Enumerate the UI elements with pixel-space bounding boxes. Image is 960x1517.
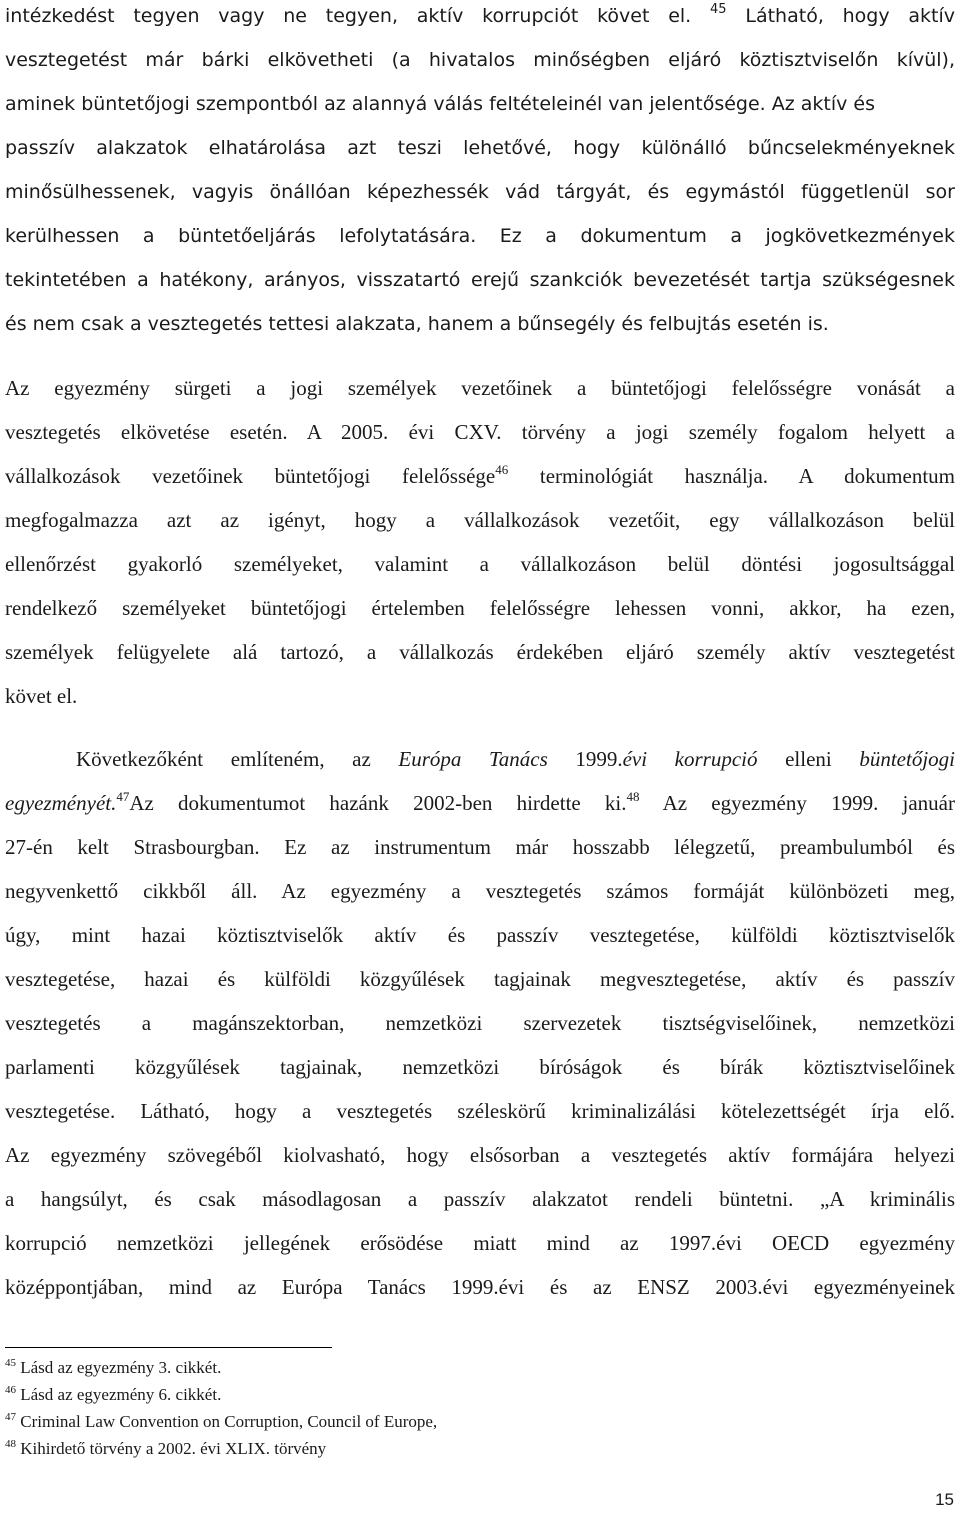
footnote-48: $^{48}$ Kihirdető törvény a 2002. évi XLIX. törvény: [5, 1438, 327, 1458]
text-line-9: Az egyezmény sürgeti a jogi személyek vezetőinek a büntetőjogi felelősségre vonását a: [5, 376, 955, 400]
footnote-ref-48[interactable]: 48: [626, 789, 640, 804]
text-line-18: egyezményét.$^{47}$Az dokumentumot hazánk 2002-ben hirdette ki.$^{48}$ Az egyezmény 1999. január: [5, 789, 955, 815]
footnote-47: $^{47}$ Criminal Law Convention on Corruption, Council of Europe,: [5, 1411, 438, 1431]
text-line-15: személyek felügyelete alá tartozó, a vállalkozás érdekében eljáró személy aktív vesztegetést: [5, 640, 955, 664]
footnote-ref-45[interactable]: 45: [710, 2, 727, 17]
text-line-17: Következőként említeném, az Európa Tanács 1999.évi korrupció elleni büntetőjogi: [76, 747, 956, 771]
text-line-14: rendelkező személyeket büntetőjogi értelemben felelősségre lehessen vonni, akkor, ha ezen,: [5, 596, 955, 620]
text-line-10: vesztegetés elkövetése esetén. A 2005. évi CXV. törvény a jogi személy fogalom helyett a: [5, 420, 955, 444]
text-line-1: intézkedést tegyen vagy ne tegyen, aktív korrupciót követ el. $^{45}$ Látható, hogy aktív: [5, 2, 956, 27]
text-line-12: megfogalmazza azt az igényt, hogy a vállalkozások vezetőit, egy vállalkozáson belül: [5, 508, 955, 532]
footnote-46: $^{46}$ Lásd az egyezmény 6. cikkét.: [5, 1384, 222, 1404]
page-number: 15: [935, 1490, 954, 1509]
text-line-28: korrupció nemzetközi jellegének erősödése miatt mind az 1997.évi OECD egyezmény: [5, 1231, 955, 1255]
text-line-8: és nem csak a vesztegetés tettesi alakzata, hanem a bűnsegély és felbujtás esetén is.: [5, 313, 829, 335]
text-line-2: vesztegetést már bárki elkövetheti (a hivatalos minőségben eljáró köztisztviselőn kívül),: [5, 49, 955, 71]
footnote-ref-46[interactable]: 46: [495, 462, 509, 477]
text-line-25: vesztegetése. Látható, hogy a vesztegetés széleskörű kriminalizálási kötelezettségét írja elő.: [5, 1099, 955, 1123]
text-line-6: kerülhessen a büntetőeljárás lefolytatására. Ez a dokumentum a jogkövetkezmények: [5, 225, 955, 247]
footnote-ref-47[interactable]: 47: [116, 789, 130, 804]
text-line-21: úgy, mint hazai köztisztviselők aktív és passzív vesztegetése, külföldi köztisztviselők: [5, 923, 955, 947]
text-line-4: passzív alakzatok elhatárolása azt teszi lehetővé, hogy különálló bűncselekményeknek: [5, 137, 955, 159]
text-line-23: vesztegetés a magánszektorban, nemzetközi szervezetek tisztségviselőinek, nemzetközi: [5, 1011, 955, 1035]
text-line-7: tekintetében a hatékony, arányos, visszatartó erejű szankciók bevezetését tartja szükségesnek: [5, 269, 955, 291]
footnote-separator: [5, 1347, 332, 1348]
text-line-13: ellenőrzést gyakorló személyeket, valamint a vállalkozáson belül döntési jogosultsággal: [5, 552, 955, 576]
text-line-29: középpontjában, mind az Európa Tanács 1999.évi és az ENSZ 2003.évi egyezményeinek: [5, 1275, 955, 1299]
text-line-3: aminek büntetőjogi szempontból az alannyá válás feltételeinél van jelentősége. Az aktív és: [5, 93, 876, 115]
text-line-22: vesztegetése, hazai és külföldi közgyűlések tagjainak megvesztegetése, aktív és passzív: [5, 967, 955, 991]
text-line-19: 27-én kelt Strasbourgban. Ez az instrumentum már hosszabb lélegzetű, preambulumból és: [5, 835, 955, 859]
text-line-16: követ el.: [5, 684, 78, 708]
text-line-27: a hangsúlyt, és csak másodlagosan a passzív alakzatot rendeli büntetni. „A kriminális: [5, 1187, 955, 1211]
text-line-24: parlamenti közgyűlések tagjainak, nemzetközi bíróságok és bírák köztisztviselőinek: [5, 1055, 955, 1079]
text-line-5: minősülhessenek, vagyis önállóan képezhessék vád tárgyát, és egymástól függetlenül sor: [5, 181, 955, 203]
text-line-26: Az egyezmény szövegéből kiolvasható, hogy elsősorban a vesztegetés aktív formájára helyezi: [5, 1143, 955, 1167]
footnote-45: $^{45}$ Lásd az egyezmény 3. cikkét.: [5, 1357, 222, 1377]
text-line-11: vállalkozások vezetőinek büntetőjogi felelőssége$^{46}$ terminológiát használja. A dokumentum: [5, 462, 955, 488]
text-line-20: negyvenkettő cikkből áll. Az egyezmény a vesztegetés számos formáját különbözeti meg,: [5, 879, 955, 903]
